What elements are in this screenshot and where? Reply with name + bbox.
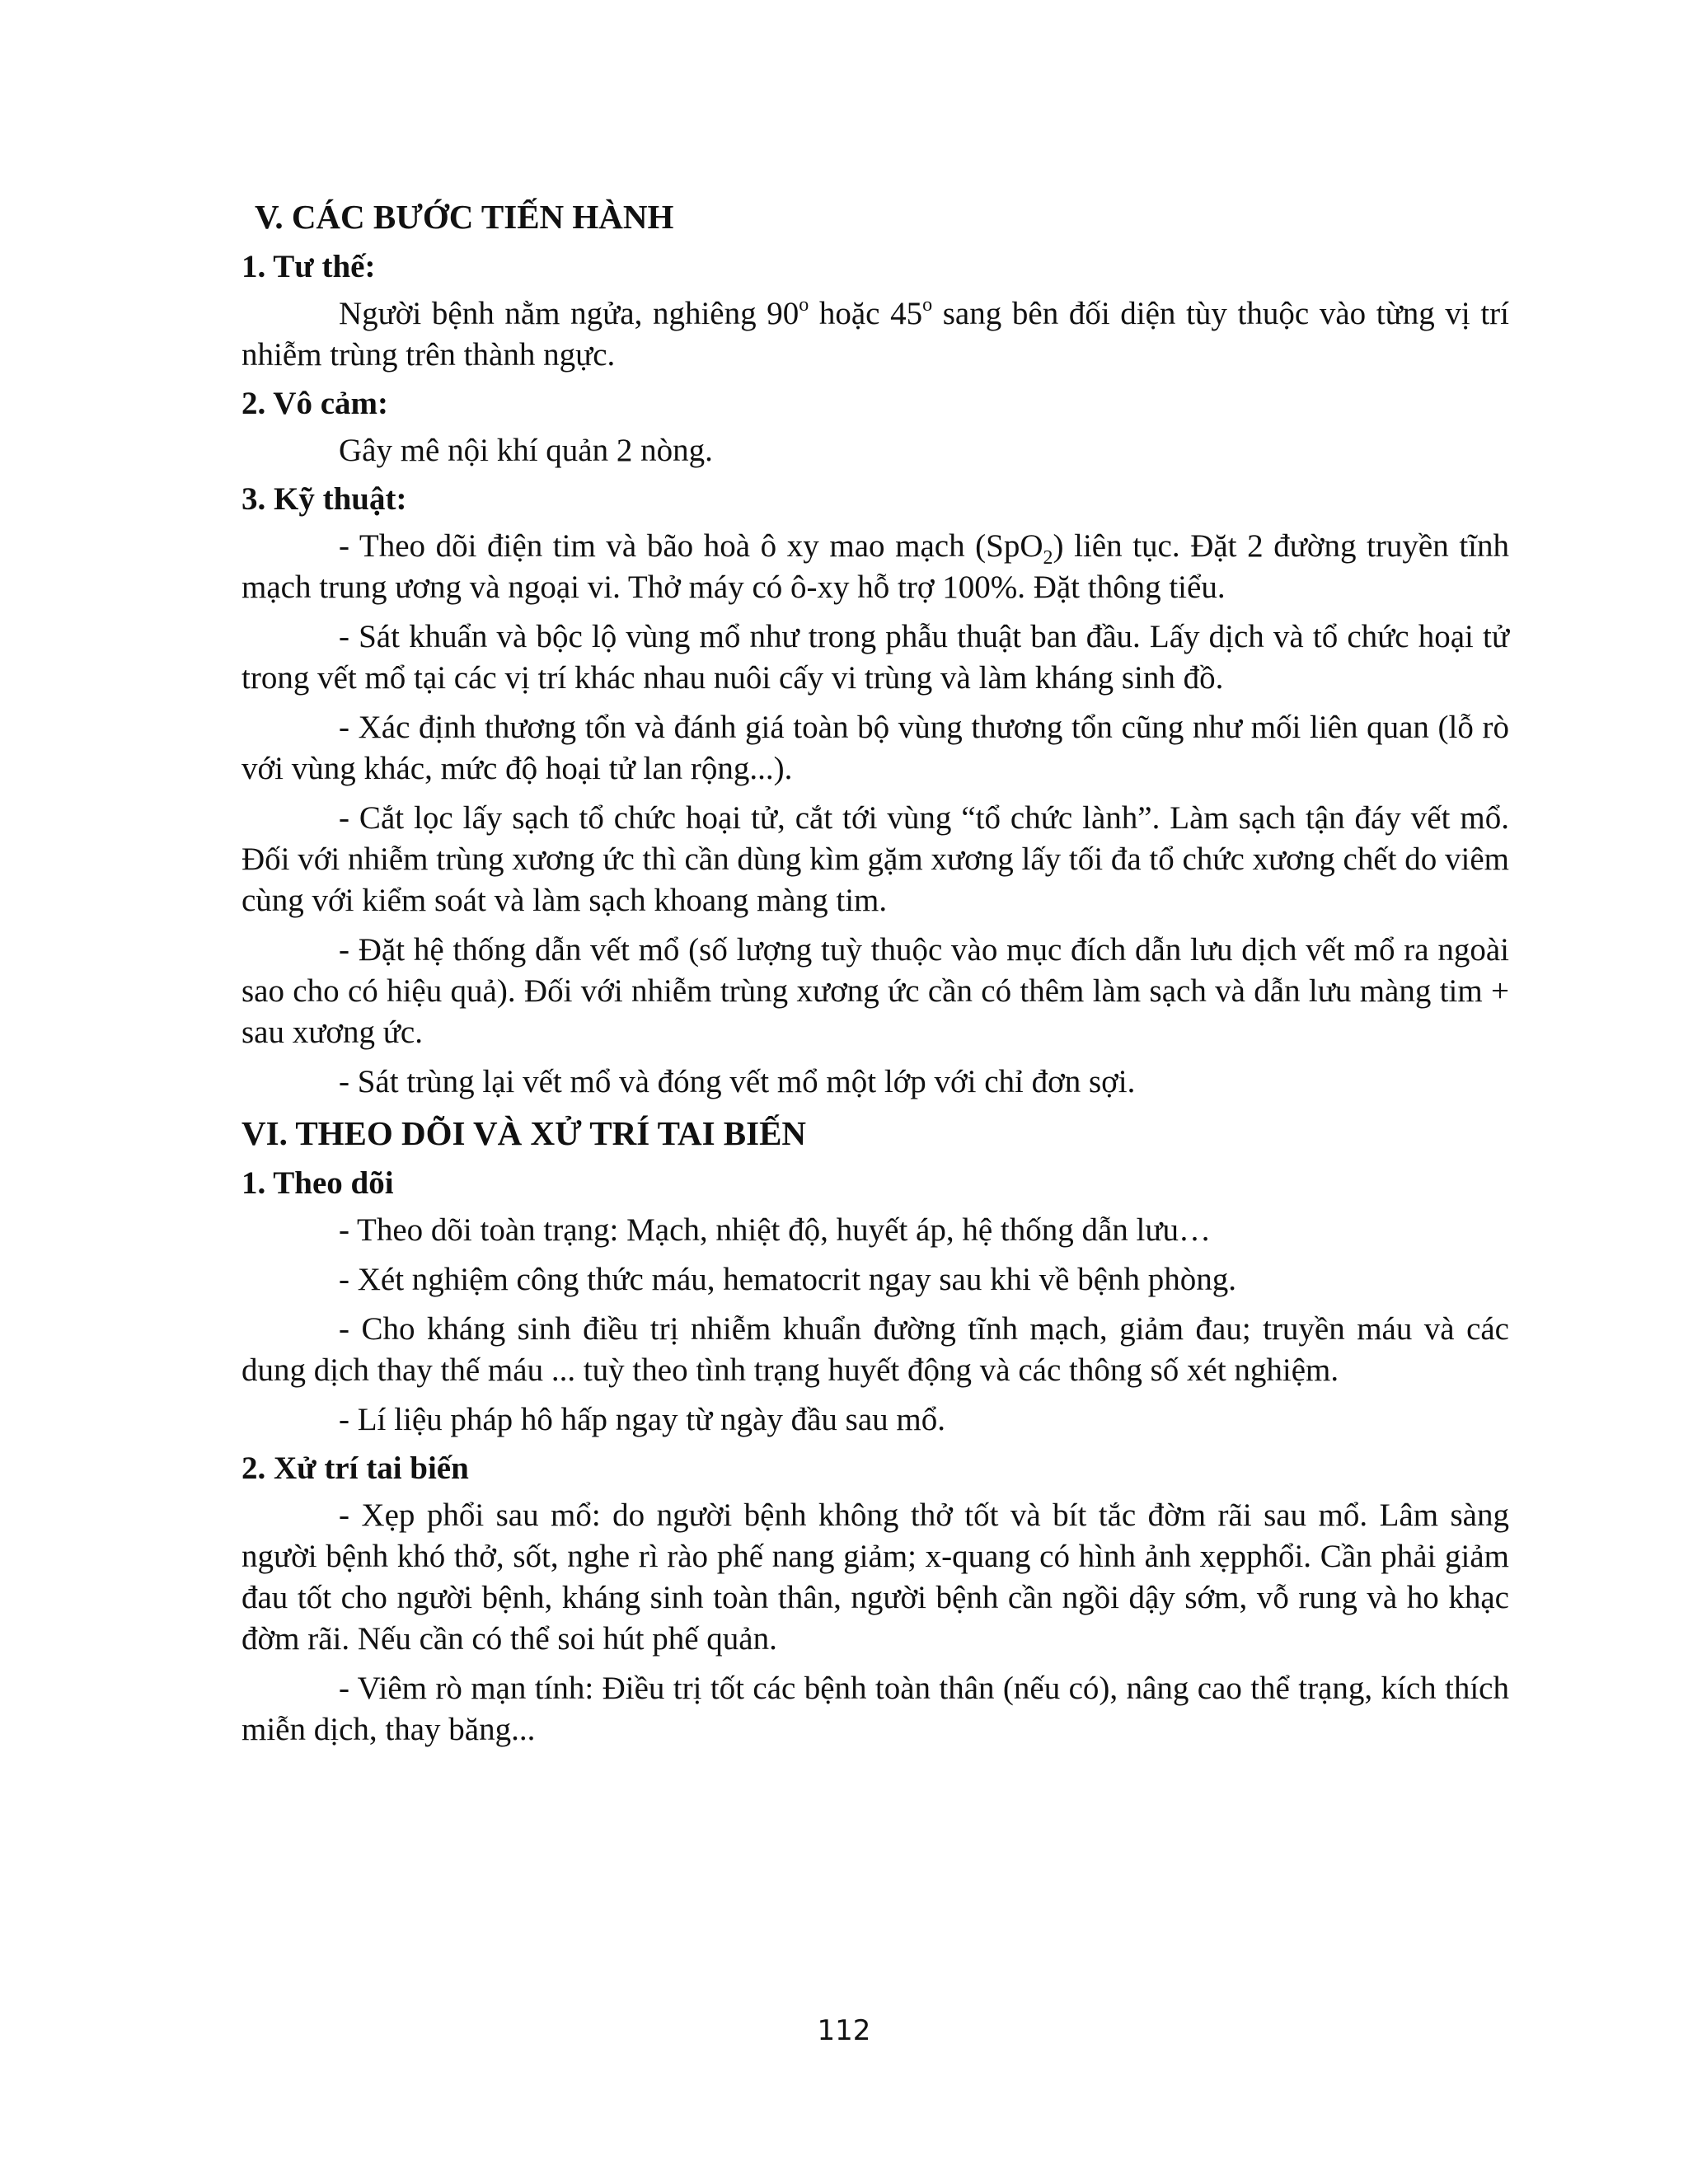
paragraph-complications-2: - Viêm rò mạn tính: Điều trị tốt các bệnh toàn thân (nếu có), nâng cao thể trạng, kích thích miễn dịch, thay băng...: [241, 1671, 1509, 1747]
paragraph-monitoring-1: - Theo dõi toàn trạng: Mạch, nhiệt độ, huyết áp, hệ thống dẫn lưu…: [339, 1212, 1212, 1248]
paragraph-monitoring-2: - Xét nghiệm công thức máu, hematocrit ngay sau khi về bệnh phòng.: [339, 1262, 1237, 1297]
paragraph-anesthesia: Gây mê nội khí quản 2 nòng.: [339, 433, 713, 468]
paragraph-monitoring-4: - Lí liệu pháp hô hấp ngay từ ngày đầu sau mổ.: [339, 1402, 945, 1437]
document-page: [241, 196, 1509, 1759]
heading-anesthesia: 2. Vô cảm:: [241, 386, 388, 421]
paragraph-technique-3: - Xác định thương tổn và đánh giá toàn bộ vùng thương tổn cũng như mối liên quan (lỗ rò với vùng khác, mức độ hoại tử lan rộng...).: [241, 710, 1509, 786]
paragraph-monitoring-3: - Cho kháng sinh điều trị nhiễm khuẩn đường tĩnh mạch, giảm đau; truyền máu và các dung dịch thay thế máu ... tuỳ theo tình trạng huyết động và các thông số xét nghiệm.: [241, 1311, 1509, 1388]
heading-complications: 2. Xử trí tai biến: [241, 1451, 469, 1486]
section-title-steps: V. CÁC BƯỚC TIẾN HÀNH: [255, 198, 674, 236]
page-number: 112: [817, 2014, 871, 2047]
paragraph-technique-2: - Sát khuẩn và bộc lộ vùng mổ như trong phẫu thuật ban đầu. Lấy dịch và tổ chức hoại tử trong vết mổ tại các vị trí khác nhau nuôi cấy vi trùng và làm kháng sinh đồ.: [241, 619, 1509, 696]
heading-monitoring: 1. Theo dõi: [241, 1165, 394, 1201]
paragraph-complications-1: - Xẹp phổi sau mổ: do người bệnh không thở tốt và bít tắc đờm rãi sau mổ. Lâm sàng người bệnh khó thở, sốt, nghe rì rào phế nang giảm; x-quang có hình ảnh xẹpphổi. Cần phải giảm đau tốt cho người bệnh, kháng sinh toàn thân, người bệnh cần ngồi dậy sớm, vỗ rung và ho khạc đờm rãi. Nếu cần có thể soi hút phế quản.: [241, 1497, 1509, 1657]
paragraph-technique-5: - Đặt hệ thống dẫn vết mổ (số lượng tuỳ thuộc vào mục đích dẫn lưu dịch vết mổ ra ngoài sao cho có hiệu quả). Đối với nhiễm trùng xương ức cần có thêm làm sạch và dẫn lưu màng tim + sau xương ức.: [241, 932, 1509, 1050]
section-title-monitoring: VI. THEO DÕI VÀ XỬ TRÍ TAI BIẾN: [241, 1114, 807, 1152]
paragraph-technique-4: - Cắt lọc lấy sạch tổ chức hoại tử, cắt tới vùng “tổ chức lành”. Làm sạch tận đáy vết mổ. Đối với nhiễm trùng xương ức thì cần dùng kìm gặm xương lấy tối đa tổ chức xương chết do viêm cùng với kiểm soát và làm sạch khoang màng tim.: [241, 800, 1509, 918]
paragraph-posture: Người bệnh nằm ngửa, nghiêng 90$^o$ hoặc 45$^o$ sang bên đối diện tùy thuộc vào từng vị trí nhiễm trùng trên thành ngực.: [241, 294, 1509, 373]
heading-posture: 1. Tư thế:: [241, 249, 376, 284]
paragraph-technique-6: - Sát trùng lại vết mổ và đóng vết mổ một lớp với chỉ đơn sợi.: [339, 1064, 1136, 1099]
heading-technique: 3. Kỹ thuật:: [241, 481, 407, 517]
paragraph-technique-1: - Theo dõi điện tim và bão hoà ô xy mao mạch (SpO$_2$) liên tục. Đặt 2 đường truyền tĩnh mạch trung ương và ngoại vi. Thở máy có ô-xy hỗ trợ 100%. Đặt thông tiểu.: [241, 528, 1509, 605]
